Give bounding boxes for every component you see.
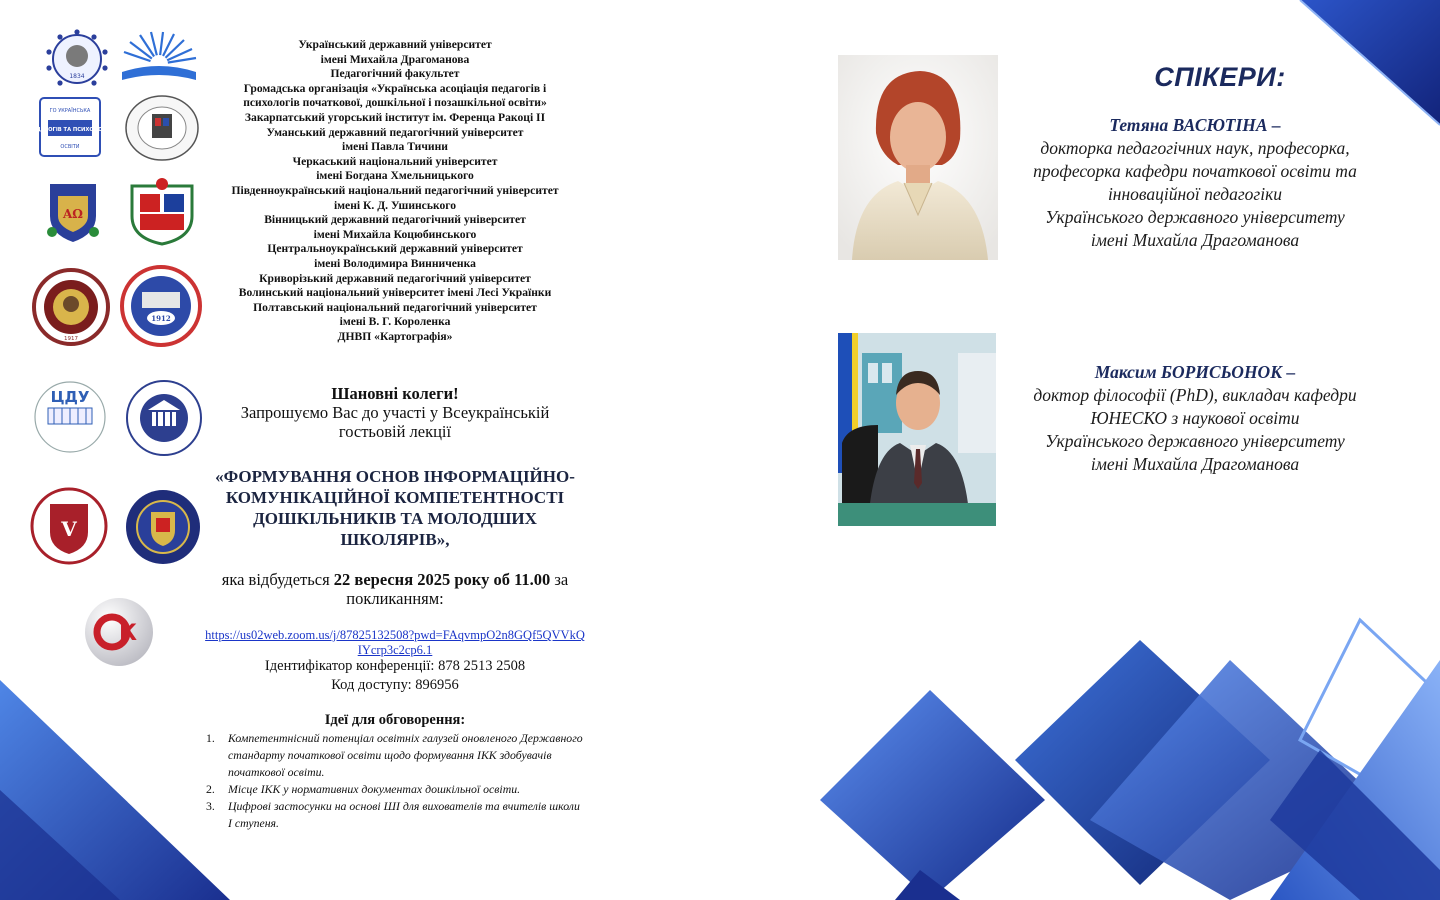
svg-text:К: К — [119, 621, 137, 646]
org-line: імені Михайла Коцюбинського — [313, 227, 477, 241]
ideas-heading: Ідеї для обговорення: — [324, 712, 466, 728]
org-line: імені Павла Тичини — [342, 140, 448, 154]
svg-text:1834: 1834 — [69, 73, 85, 80]
speaker-title-line: доктор філософії (PhD), викладач кафедри — [1033, 385, 1357, 405]
list-item — [206, 730, 586, 781]
org-line: Черкаський національний університет — [292, 154, 498, 168]
speaker-title-line: докторка педагогічних наук, професорка, — [1040, 138, 1350, 158]
org-line: Педагогічний факультет — [330, 67, 460, 81]
speaker-title-line: імені Михайла Драгоманова — [1090, 230, 1300, 250]
org-line: Волинський національний університет імені Лесі Українки — [238, 286, 552, 300]
org-line: Український державний університет — [298, 38, 492, 51]
svg-text:ΑΩ: ΑΩ — [63, 207, 83, 221]
date-prefix: яка відбудеться — [221, 570, 334, 589]
speaker-title-line: Українського державного університету — [1045, 431, 1345, 451]
event-date: 22 вересня 2025 року об 11.00 — [333, 570, 551, 589]
event-date-line — [198, 570, 592, 608]
item-text: Цифрові застосунки на основі ШІ для вихователів та вчителів школи І ступеня. — [228, 799, 580, 830]
logo-dragomanov-university — [42, 28, 112, 90]
item-number: 1. — [206, 731, 215, 745]
decor-bottom-right — [800, 620, 1440, 900]
org-line: імені Богдана Хмельницького — [316, 169, 474, 183]
org-line: імені Володимира Винниченка — [314, 256, 476, 270]
logo-central-ukrainian-university — [30, 380, 110, 454]
org-line: імені Михайла Драгоманова — [320, 52, 470, 66]
speaker-photo-vasiutina — [838, 55, 998, 260]
conference-id: Ідентифікатор конференції: 878 2513 2508 — [264, 658, 526, 674]
speaker-title-line: професорка кафедри початкової освіти та — [1033, 161, 1357, 181]
item-number: 2. — [206, 782, 215, 796]
org-line: імені В. Г. Короленка — [339, 315, 451, 329]
logo-poltava-university — [124, 488, 202, 566]
org-line: Криворізький державний педагогічний університет — [259, 271, 531, 285]
svg-text:ЦДУ: ЦДУ — [50, 388, 90, 406]
list-item — [206, 798, 586, 832]
speakers-heading: СПІКЕРИ: — [1154, 62, 1286, 92]
logo-kryvyi-rih-university — [124, 380, 204, 456]
invitation-line: гостьовій лекції — [338, 422, 452, 441]
speaker-vasiutina — [1000, 114, 1390, 252]
logo-association-teachers — [28, 96, 112, 158]
logo-volyn-university — [30, 488, 108, 564]
ideas-list — [206, 730, 586, 832]
logo-kartohrafiya — [82, 596, 156, 668]
svg-text:ГО УКРАЇНСЬКА: ГО УКРАЇНСЬКА — [49, 108, 91, 114]
lecture-title: «ФОРМУВАННЯ ОСНОВ ІНФОРМАЦІЙНО-КОМУНІКАЦІЙНОЇ КОМПЕТЕНТНОСТІ ДОШКІЛЬНИКІВ ТА МОЛОДШИХ ШКОЛЯРІВ», — [215, 467, 575, 549]
greeting-heading: Шановні колеги! — [331, 384, 459, 403]
item-text: Компетентнісний потенціал освітніх галузей оновленого Державного стандарту початкової освіти щодо формування ІКК здобувачів початкової освіти. — [228, 731, 583, 779]
organizations-list — [180, 38, 610, 344]
org-line: Закарпатський угорський інститут ім. Ференца Ракоці ІІ — [244, 110, 546, 124]
svg-text:V: V — [61, 517, 77, 541]
speaker-name: Тетяна ВАСЮТІНА – — [1109, 115, 1281, 135]
list-item — [206, 781, 586, 798]
speaker-photo-borysonok — [838, 333, 996, 526]
svg-text:ПЕДАГОГІВ ТА ПСИХОЛОГІВ: ПЕДАГОГІВ ТА ПСИХОЛОГІВ — [28, 127, 112, 133]
speaker-borysonok — [1000, 361, 1390, 476]
speaker-title-line: імені Михайла Драгоманова — [1090, 454, 1300, 474]
org-line: психологів початкової, дошкільної і позашкільної освіти» — [243, 96, 547, 110]
org-line: Вінницький державний педагогічний університет — [264, 213, 526, 227]
item-text: Місце ІКК у нормативних документах дошкільної освіти. — [228, 782, 521, 796]
speaker-title-line: Українського державного університету — [1045, 207, 1345, 227]
org-line: імені К. Д. Ушинського — [333, 198, 457, 212]
item-number: 3. — [206, 799, 215, 813]
svg-text:ОСВІТИ: ОСВІТИ — [60, 144, 80, 150]
logo-ushynsky-university — [32, 268, 110, 346]
org-line: Полтавський національний педагогічний університет — [253, 300, 537, 314]
svg-text:1917: 1917 — [64, 336, 78, 342]
svg-text:1912: 1912 — [151, 314, 171, 323]
org-line: Уманський державний педагогічний університет — [266, 125, 524, 139]
access-code: Код доступу: 896956 — [331, 677, 459, 693]
zoom-link[interactable]: https://us02web.zoom.us/j/87825132508?pwd=FAqvmpO2n8GQf5QVVkQIYcrp3c2cp6.1 — [205, 628, 585, 657]
org-line: Громадська організація «Українська асоціація педагогів і — [243, 81, 547, 95]
invitation-text — [200, 384, 590, 441]
org-line: Південноукраїнський національний педагогічний університет — [231, 183, 559, 197]
logo-uman-university — [40, 178, 106, 244]
speaker-title-line: ЮНЕСКО з наукової освіти — [1090, 408, 1300, 428]
speaker-title-line: інноваційної педагогіки — [1107, 184, 1283, 204]
org-line: ДНВП «Картографія» — [337, 329, 453, 343]
speaker-name: Максим БОРИСЬОНОК – — [1094, 362, 1296, 382]
date-suffix: за покликанням: — [346, 570, 569, 608]
org-line: Центральноукраїнський державний університет — [267, 242, 523, 256]
invitation-line: Запрошуємо Вас до участі у Всеукраїнській — [240, 403, 550, 422]
